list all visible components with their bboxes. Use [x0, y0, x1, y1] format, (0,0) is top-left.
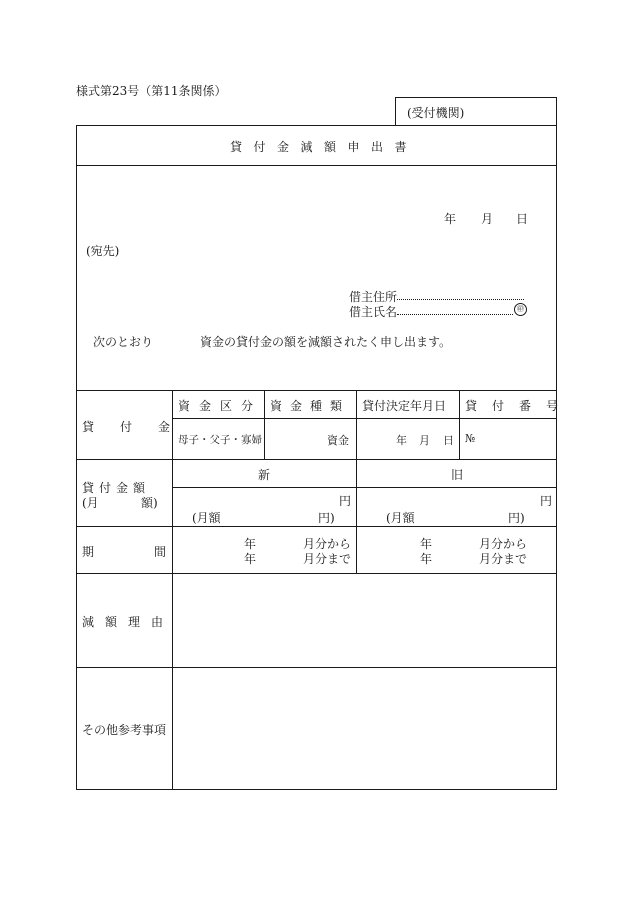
header-decision-date: 貸付決定年月日 [362, 399, 447, 413]
old-yen: 円 [540, 494, 553, 508]
header-loan-number: 貸付番号 [465, 399, 574, 413]
frame-right [556, 97, 557, 790]
reason-label: 減額理由 [82, 615, 175, 629]
old-monthly-close: 円) [508, 511, 525, 525]
borrower-name-line[interactable] [397, 314, 513, 315]
fund-category-value: 母子・父子・寡婦 [178, 434, 262, 446]
amount-label-close: 額) [141, 496, 158, 510]
amount-new-header: 新 [258, 468, 271, 482]
fund-type-value: 資金 [327, 434, 349, 447]
loan-col-divider-3 [459, 390, 460, 459]
reason-field[interactable] [173, 574, 555, 666]
statement-body: 資金の貸付金の額を減額されたく申し出ます。 [200, 335, 452, 349]
decision-day: 日 [443, 434, 454, 447]
amount-old-header: 旧 [451, 468, 464, 482]
frame-bottom [76, 789, 557, 790]
borrower-address-label: 借主住所 [349, 290, 398, 304]
header-fund-category: 資金区分 [178, 399, 263, 413]
table-top [76, 390, 557, 391]
other-label: その他参考事項 [82, 723, 167, 737]
new-from-month: 月分から [303, 537, 352, 551]
amount-header-divider [172, 487, 557, 488]
new-monthly-close: 円) [318, 511, 335, 525]
new-monthly-open: (月額 [192, 511, 221, 525]
statement-prefix: 次のとおり [93, 335, 154, 349]
seal-mark: ㊞ [514, 303, 527, 316]
other-field[interactable] [173, 668, 555, 788]
new-yen: 円 [339, 494, 352, 508]
loan-col-divider-1 [264, 390, 265, 459]
frame-top [76, 125, 557, 126]
title-divider [76, 165, 557, 166]
decision-month: 月 [419, 434, 430, 447]
borrower-name-label: 借主氏名 [349, 305, 398, 319]
new-to-month: 月分まで [303, 552, 352, 566]
center-column-divider [356, 390, 357, 573]
receiving-box-top [395, 97, 556, 98]
amount-label-line1: 貸付金額 [82, 481, 151, 495]
old-from-year: 年 [420, 537, 433, 551]
title-text: 貸付金減額申出書 [230, 140, 419, 154]
old-monthly-open: (月額 [386, 511, 415, 525]
decision-year: 年 [396, 434, 407, 447]
new-from-year: 年 [244, 537, 257, 551]
old-to-month: 月分まで [479, 552, 528, 566]
amount-bottom [76, 526, 557, 527]
header-fund-type: 資金種類 [270, 399, 351, 413]
date-day: 日 [516, 212, 529, 226]
loan-bottom [76, 459, 557, 460]
loan-row-label-text: 貸付金 [82, 420, 197, 434]
amount-label-open: (月 [82, 496, 99, 510]
receiving-box-label: (受付機関) [407, 106, 465, 120]
frame-left [76, 125, 77, 790]
loan-row-label [82, 418, 197, 435]
period-label-text: 期間 [82, 545, 227, 559]
date-month: 月 [481, 212, 494, 226]
document-title [230, 138, 419, 155]
date-year: 年 [444, 212, 457, 226]
old-to-year: 年 [420, 552, 433, 566]
addressee-label: (宛先) [86, 244, 120, 258]
new-to-year: 年 [244, 552, 257, 566]
form-number: 様式第23号（第11条関係） [76, 84, 227, 98]
receiving-box-left [395, 97, 396, 126]
loan-header-divider [172, 418, 557, 419]
loan-number-prefix: № [465, 432, 476, 445]
old-from-month: 月分から [479, 537, 528, 551]
borrower-address-line[interactable] [397, 299, 524, 300]
period-label [82, 543, 227, 560]
